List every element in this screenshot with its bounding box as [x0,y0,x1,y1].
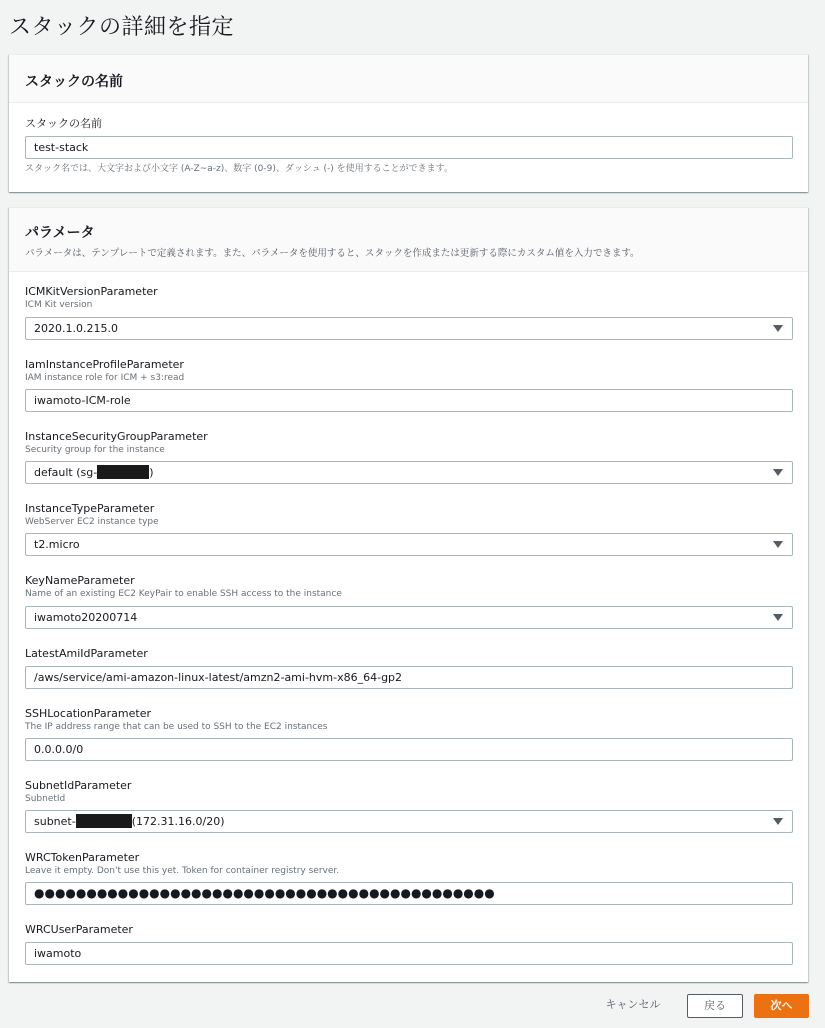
stack-name-section-title: スタックの名前 [25,74,123,90]
param-key-name [25,574,793,624]
caret-down-icon [773,469,783,476]
page-title: スタックの詳細を指定 [9,15,235,40]
stack-name-input[interactable]: test-stack [25,136,793,159]
select-value: iwamoto20200714 [34,611,138,624]
param-icm-kit-version [25,285,793,335]
param-desc: IAM instance role for ICM + s3:read [25,373,185,383]
param-subnet-id [25,779,793,828]
select-value-suffix: ) [149,466,154,479]
param-latest-ami-id [25,647,793,684]
stack-name-card [9,54,808,192]
param-label: LatestAmiIdParameter [25,647,148,660]
param-label: WRCTokenParameter [25,851,140,864]
stack-name-header [9,55,808,103]
iam-instance-profile-input[interactable]: iwamoto-ICM-role [25,389,793,412]
param-desc: Name of an existing EC2 KeyPair to enable SSH access to the instance [25,589,342,599]
stack-name-label: スタックの名前 [25,117,102,130]
param-label: InstanceTypeParameter [25,502,155,515]
param-label: WRCUserParameter [25,923,133,936]
param-label: IamInstanceProfileParameter [25,358,184,371]
caret-down-icon [773,541,783,548]
stack-name-hint: スタック名では、大文字および小文字 (A-Z~a-z)、数字 (0-9)、ダッシュ (-) を使用することができます。 [25,164,453,174]
stack-name-field [25,117,793,174]
param-ssh-location [25,707,793,756]
parameters-section-title: パラメータ [25,225,95,241]
param-desc: The IP address range that can be used to SSH to the EC2 instances [25,722,328,732]
param-iam-instance-profile [25,358,793,407]
redaction-block [76,814,132,828]
param-desc: Security group for the instance [25,445,165,455]
caret-down-icon [773,325,783,332]
redaction-block [97,465,149,479]
latest-ami-id-input[interactable]: /aws/service/ami-amazon-linux-latest/amzn2-ami-hvm-x86_64-gp2 [25,666,793,689]
param-instance-type [25,502,793,551]
next-button[interactable]: 次へ [754,994,809,1018]
select-value: 2020.1.0.215.0 [34,322,118,335]
select-value: t2.micro [34,538,80,551]
subnet-id-select[interactable] [25,810,793,833]
param-label: SubnetIdParameter [25,779,132,792]
instance-security-group-select[interactable] [25,461,793,484]
instance-type-select[interactable] [25,533,793,556]
param-desc: Leave it empty. Don't use this yet. Token for container registry server. [25,866,340,876]
param-instance-security-group [25,430,793,479]
parameters-card [9,207,808,982]
caret-down-icon [773,614,783,621]
param-label: KeyNameParameter [25,574,135,587]
wrc-user-input[interactable]: iwamoto [25,942,793,965]
back-button[interactable]: 戻る [687,994,743,1018]
caret-down-icon [773,818,783,825]
parameters-header [9,208,808,272]
param-label: SSHLocationParameter [25,707,151,720]
param-wrc-user [25,923,793,960]
ssh-location-input[interactable]: 0.0.0.0/0 [25,738,793,761]
param-wrc-token [25,851,793,900]
parameters-section-description: パラメータは、テンプレートで定義されます。また、パラメータを使用すると、スタックを作成または更新する際にカスタム値を入力できます。 [25,248,640,259]
select-value-suffix: (172.31.16.0/20) [131,815,225,828]
cancel-button[interactable]: キャンセル [605,998,661,1011]
param-label: InstanceSecurityGroupParameter [25,430,208,443]
key-name-select[interactable] [25,606,793,629]
param-desc: WebServer EC2 instance type [25,517,159,527]
select-value-prefix: subnet- [34,815,76,828]
param-label: ICMKitVersionParameter [25,285,158,298]
icm-kit-version-select[interactable] [25,317,793,340]
param-desc: ICM Kit version [25,300,93,310]
select-value-prefix: default (sg- [34,466,98,479]
wrc-token-password-input[interactable]: ●●●●●●●●●●●●●●●●●●●●●●●●●●●●●●●●●●●●●●●●●●●● [25,882,793,905]
param-desc: SubnetId [25,794,66,804]
